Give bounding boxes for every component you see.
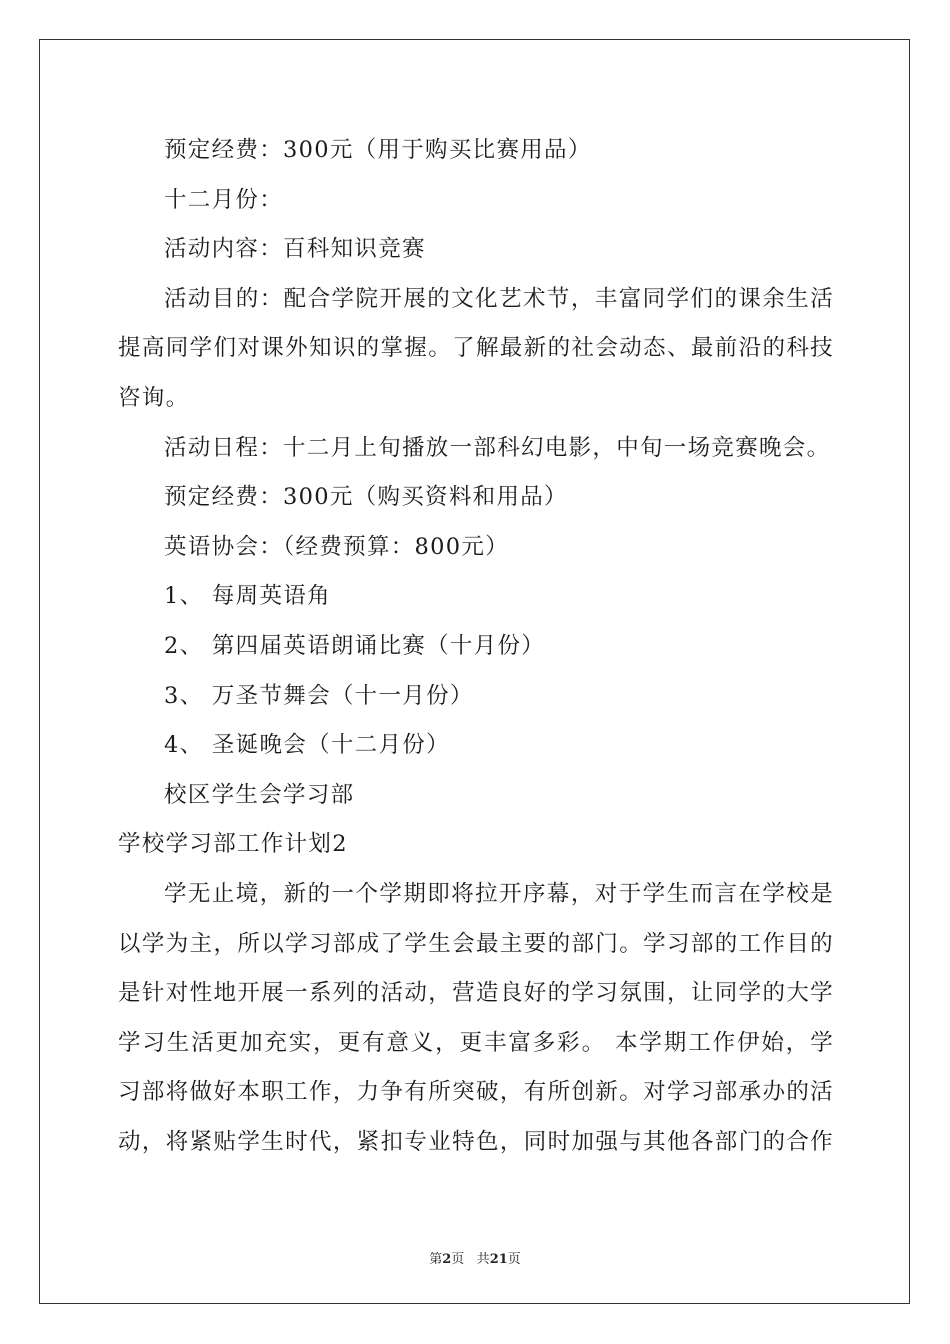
text-line: 3、 万圣节舞会（十一月份）: [164, 682, 474, 709]
text-line: 4、 圣诞晚会（十二月份）: [164, 732, 450, 759]
text-line: 2、 第四届英语朗诵比赛（十月份）: [164, 632, 546, 659]
text-line: 动，将紧贴学生时代，紧扣专业特色，同时加强与其他各部门的合作: [118, 1128, 834, 1155]
footer-total-prefix: 共: [476, 1252, 490, 1267]
text-line: 学校学习部工作计划2: [118, 831, 348, 858]
footer-total-suffix: 页: [507, 1252, 521, 1267]
text-line: 校区学生会学习部: [164, 781, 355, 808]
footer-page-suffix: 页: [451, 1252, 465, 1267]
text-line: 预定经费：300元（购买资料和用品）: [164, 484, 568, 511]
footer-current-page: 2: [442, 1252, 452, 1267]
text-line: 1、 每周英语角: [164, 583, 331, 610]
text-line: 习部将做好本职工作，力争有所突破，有所创新。对学习部承办的活: [118, 1079, 834, 1106]
text-line: 学无止境，新的一个学期即将拉开序幕，对于学生而言在学校是: [164, 880, 834, 907]
text-line: 活动目的：配合学院开展的文化艺术节，丰富同学们的课余生活: [164, 285, 834, 312]
text-line: 十二月份：: [164, 186, 284, 213]
text-line: 以学为主，所以学习部成了学生会最主要的部门。学习部的工作目的: [118, 930, 834, 957]
document-body: [118, 126, 834, 1167]
text-line: 英语协会：（经费预算：800元）: [164, 533, 509, 560]
footer-total-pages: 21: [489, 1252, 508, 1267]
text-line: 预定经费：300元（用于购买比赛用品）: [164, 137, 592, 163]
text-line: 学习生活更加充实，更有意义，更丰富多彩。 本学期工作伊始，学: [118, 1029, 834, 1056]
text-line: 提高同学们对课外知识的掌握。了解最新的社会动态、最前沿的科技: [118, 335, 834, 362]
footer-prefix: 第: [429, 1252, 443, 1267]
text-line: 活动日程：十二月上旬播放一部科幻电影，中旬一场竞赛晚会。: [164, 434, 831, 461]
page-footer: [0, 1248, 950, 1267]
text-line: 活动内容：百科知识竞赛: [164, 236, 426, 263]
text-line: 咨询。: [118, 384, 190, 411]
text-line: 是针对性地开展一系列的活动，营造良好的学习氛围，让同学的大学: [118, 980, 834, 1007]
